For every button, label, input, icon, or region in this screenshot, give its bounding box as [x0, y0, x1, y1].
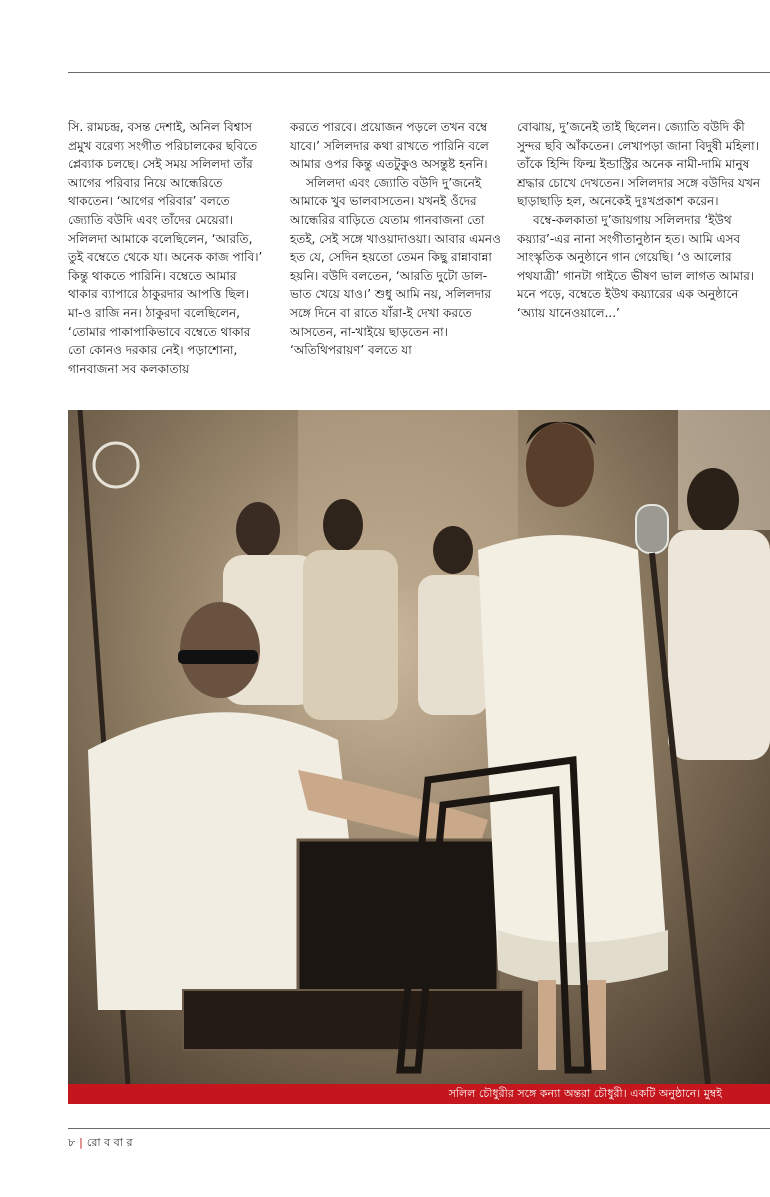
background-person-body — [418, 575, 488, 715]
article-column-2 — [290, 118, 504, 360]
mic-stand-ring — [94, 443, 138, 487]
publication-name: রো ব বা র — [86, 1136, 133, 1149]
page-footer — [68, 1134, 133, 1153]
paragraph: বম্বে-কলকাতা দু’জায়গায় সলিলদার ‘ইউথ কয়্যার’-এর নানা সংগীতানুষ্ঠান হত। আমি এসব সাংস্কৃতিক অনুষ্ঠানে গান গেয়েছি। ‘ও আলোর পথযাত্রী’ গানটা গাইতে ভীষণ ভাল লাগত আমার। মনে পড়ে, বম্বেতে ইউথ কয়্যারের এক অনুষ্ঠানে ‘অ্যায় যানেওয়ালে...’ — [517, 212, 755, 320]
article-column-1 — [68, 118, 264, 378]
top-rule — [68, 72, 770, 73]
singer-head — [526, 423, 594, 507]
paragraph: বোঝায়, দু’জনেই তাই ছিলেন। জ্যোতি বউদি কী সুন্দর ছবি আঁকতেন। লেখাপড়া জানা বিদুষী মহিলা। তাঁকে হিন্দি ফিল্ম ইন্ডাস্ট্রির অনেক নামী-দামি মানুষ শ্রদ্ধার চোখে দেখতেন। সলিলদার সঙ্গে বউদির যখন ছাড়াছাড়ি হল, অনেকেই দুঃখপ্রকাশ করেন। — [517, 120, 761, 209]
paragraph: করতে পারবে। প্রয়োজন পড়লে তখন বম্বে যাবে।’ সলিলদার কথা রাখতে পারিনি বলে আমার ওপর কিন্তু এতটুকুও অসন্তুষ্ট হননি। — [290, 120, 489, 172]
article-column-3 — [517, 118, 770, 323]
paragraph: সি. রামচন্দ্র, বসন্ত দেশাই, অনিল বিশ্বাস প্রমুখ বরেণ্য সংগীত পরিচালকের ছবিতে প্লেব্যাক চলছে। সেই সময় সলিলদা তাঁর আগের পরিবার নিয়ে আন্ধেরিতে থাকতেন। ‘আগের পরিবার’ বলতে জ্যোতি বউদি এবং তাঁদের মেয়েরা। সলিলদা আমাকে বলেছিলেন, ‘আরতি, তুই বম্বেতে থেকে যা। অনেক কাজ পাবি।’ কিন্তু থাকতে পারিনি। বম্বেতে আমার থাকার ব্যাপারে ঠাকুরদার আপত্তি ছিল। মা-ও রাজি নন। ঠাকুরদা বলেছিলেন, ‘তোমার পাকাপাকিভাবে বম্বেতে থাকার তো কোনও দরকার নেই। পড়াশোনা, গানবাজনা সব কলকাতায় — [68, 120, 263, 376]
singer-leg — [538, 980, 556, 1070]
background-person-body — [668, 530, 770, 760]
article-photo — [68, 410, 770, 1084]
bottom-rule — [68, 1128, 770, 1129]
background-person-head — [687, 468, 739, 532]
photo-caption: সলিল চৌধুরীর সঙ্গে কন্যা অন্তরা চৌধুরী। একটি অনুষ্ঠানে। মুম্বই — [68, 1084, 770, 1104]
paragraph: সলিলদা এবং জ্যোতি বউদি দু’জনেই আমাকে খুব ভালবাসতেন। যখনই ওঁদের আন্ধেরির বাড়িতে যেতাম গানবাজনা তো হতই, সেই সঙ্গে খাওয়াদাওয়া। আবার এমনও হত যে, সেদিন হয়তো তেমন কিছু রান্নাবান্না হয়নি। বউদি বলতেন, ‘আরতি দুটো ডাল-ভাত খেয়ে যাও।’ শুধু আমি নয়, সলিলদার সঙ্গে দিনে বা রাতে যাঁরা-ই দেখা করতে আসতেন, না-খাইয়ে ছাড়তেন না। ‘অতিথিপরায়ণ’ বলতে যা — [290, 175, 501, 358]
background-person-body — [303, 550, 398, 720]
page-number: ৮ — [68, 1136, 76, 1149]
background-person-head — [236, 502, 280, 558]
photo-illustration — [68, 410, 770, 1084]
microphone — [636, 505, 668, 553]
seated-man-glasses — [178, 650, 258, 664]
article-body — [68, 118, 770, 380]
footer-separator: | — [79, 1136, 83, 1149]
background-person-head — [323, 499, 363, 551]
harmonium-base — [183, 990, 523, 1050]
background-person-head — [433, 526, 473, 574]
harmonium-bellows — [298, 840, 498, 1010]
